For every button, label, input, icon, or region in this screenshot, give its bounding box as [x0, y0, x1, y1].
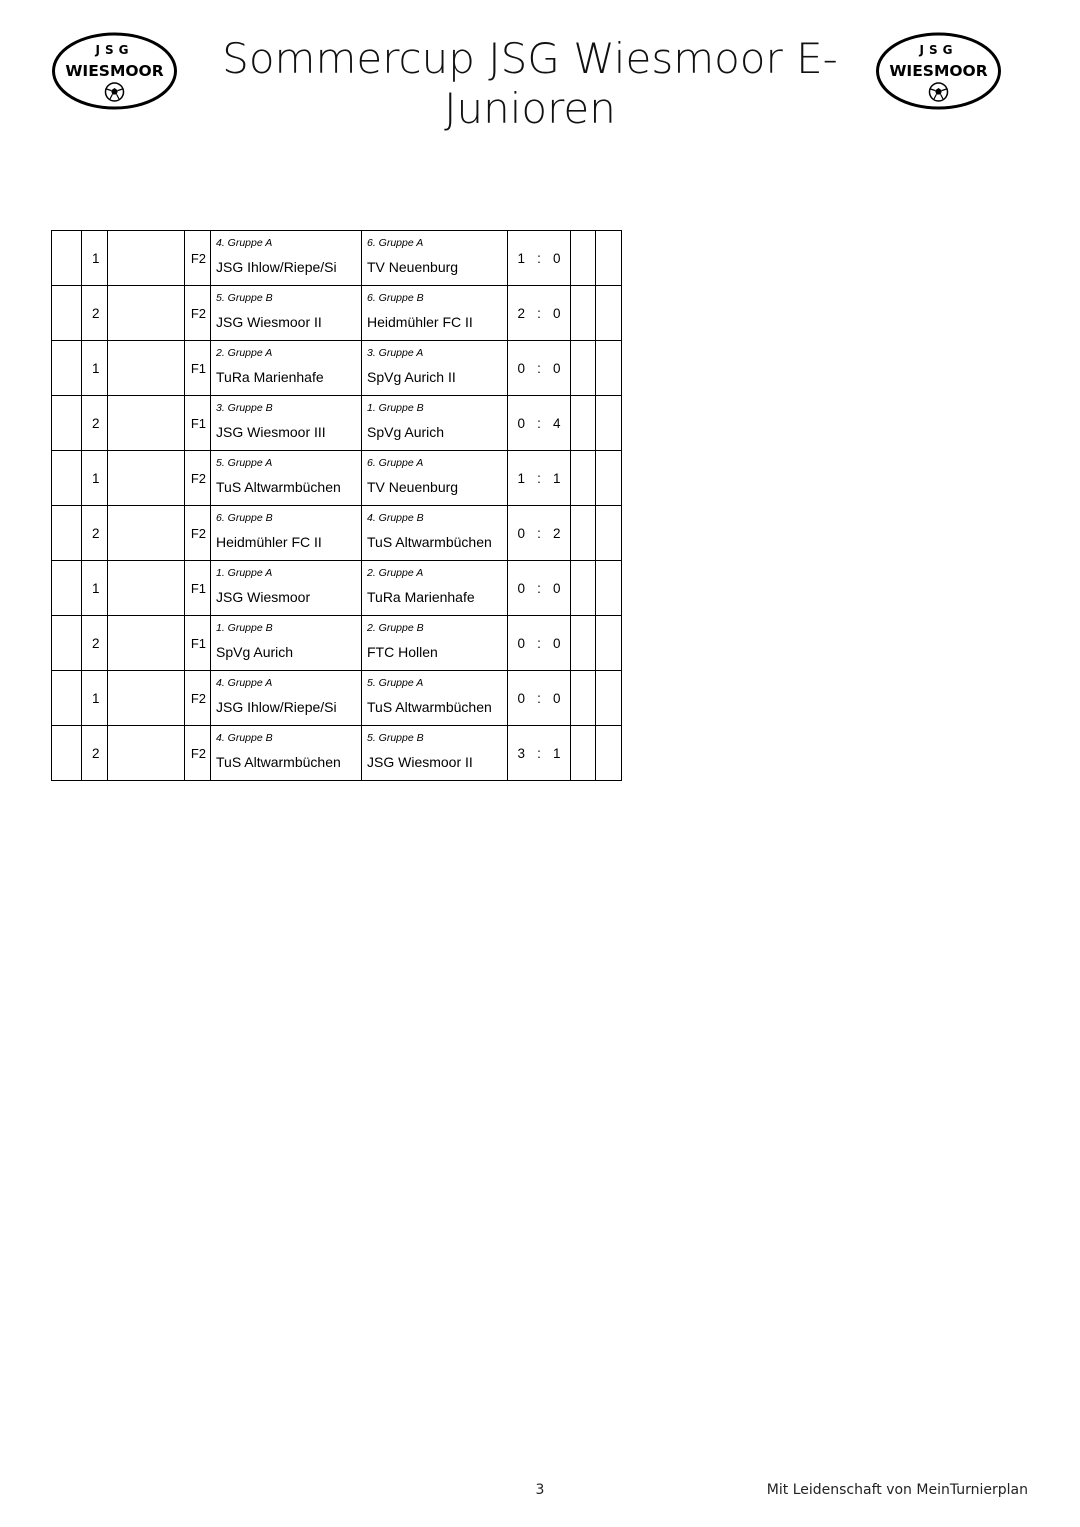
club-logo-right: [875, 31, 1002, 111]
score-home: 0: [517, 415, 525, 431]
score-home: 0: [517, 525, 525, 541]
logo-text-main: WIESMOOR: [65, 62, 164, 80]
round-value: 2: [92, 305, 100, 321]
away-team-name: JSG Wiesmoor II: [367, 754, 473, 770]
home-team-name: JSG Wiesmoor III: [216, 424, 326, 440]
round-cell: [82, 451, 108, 506]
extra-cell: [596, 506, 622, 561]
extra-cell: [596, 726, 622, 781]
home-team-name: TuS Altwarmbüchen: [216, 754, 341, 770]
score-separator: :: [537, 745, 541, 761]
extra-cell: [571, 341, 596, 396]
round-cell: [82, 396, 108, 451]
time-cell: [108, 396, 185, 451]
field-cell: [185, 671, 211, 726]
time-cell: [108, 726, 185, 781]
home-team-cell: [211, 561, 362, 616]
away-team-cell: [362, 286, 508, 341]
score-away: 2: [553, 525, 561, 541]
home-team-name: JSG Wiesmoor: [216, 589, 311, 605]
extra-cell: [571, 561, 596, 616]
home-team-name: TuRa Marienhafe: [216, 369, 324, 385]
home-group-label: 3. Gruppe B: [216, 402, 273, 414]
match-number-cell: [52, 506, 82, 561]
match-number-cell: [52, 231, 82, 286]
away-team-cell: [362, 396, 508, 451]
table-row: [52, 396, 622, 451]
round-cell: [82, 506, 108, 561]
field-cell: [185, 506, 211, 561]
round-cell: [82, 671, 108, 726]
field-value: F2: [190, 250, 206, 266]
score-away: 0: [553, 305, 561, 321]
table-row: [52, 341, 622, 396]
extra-cell: [596, 231, 622, 286]
round-cell: [82, 286, 108, 341]
score-separator: :: [537, 360, 541, 376]
match-number-cell: [52, 451, 82, 506]
field-cell: [185, 616, 211, 671]
extra-cell: [596, 616, 622, 671]
club-logo-left: [51, 31, 178, 111]
home-team-name: Heidmühler FC II: [216, 534, 322, 550]
round-cell: [82, 561, 108, 616]
table-row: [52, 506, 622, 561]
away-group-label: 2. Gruppe A: [367, 567, 424, 579]
score-cell: [508, 671, 571, 726]
club-logo-icon: [51, 31, 178, 111]
away-team-name: TV Neuenburg: [367, 479, 459, 495]
time-cell: [108, 561, 185, 616]
score-cell: [508, 231, 571, 286]
extra-cell: [596, 671, 622, 726]
field-cell: [185, 231, 211, 286]
home-group-label: 5. Gruppe A: [216, 457, 273, 469]
score-away: 0: [553, 360, 561, 376]
score-away: 0: [553, 690, 561, 706]
score-separator: :: [537, 470, 541, 486]
round-cell: [82, 726, 108, 781]
extra-cell: [596, 396, 622, 451]
score-home: 1: [517, 250, 525, 266]
round-value: 1: [92, 580, 100, 596]
round-value: 2: [92, 635, 100, 651]
away-team-cell: [362, 506, 508, 561]
score-cell: [508, 396, 571, 451]
away-group-label: 6. Gruppe A: [367, 237, 424, 249]
round-value: 1: [92, 360, 100, 376]
score-away: 0: [553, 250, 561, 266]
match-number-cell: [52, 286, 82, 341]
time-cell: [108, 616, 185, 671]
away-team-name: SpVg Aurich: [367, 424, 445, 440]
away-team-cell: [362, 451, 508, 506]
extra-cell: [571, 506, 596, 561]
field-value: F1: [190, 415, 206, 431]
home-team-cell: [211, 506, 362, 561]
field-value: F2: [190, 690, 206, 706]
away-team-name: FTC Hollen: [367, 644, 438, 660]
table-row: [52, 231, 622, 286]
logo-text-top: JSG: [919, 43, 958, 57]
away-group-label: 1. Gruppe B: [367, 402, 424, 414]
score-home: 0: [517, 360, 525, 376]
match-number-cell: [52, 616, 82, 671]
round-value: 2: [92, 745, 100, 761]
home-group-label: 1. Gruppe A: [216, 567, 273, 579]
field-value: F2: [190, 470, 206, 486]
away-team-name: TV Neuenburg: [367, 259, 459, 275]
home-team-name: JSG Ihlow/Riepe/Si: [216, 699, 337, 715]
field-cell: [185, 561, 211, 616]
club-logo-icon: [875, 31, 1002, 111]
score-separator: :: [537, 525, 541, 541]
score-cell: [508, 616, 571, 671]
away-team-cell: [362, 231, 508, 286]
home-group-label: 1. Gruppe B: [216, 622, 273, 634]
extra-cell: [596, 286, 622, 341]
time-cell: [108, 341, 185, 396]
score-cell: [508, 506, 571, 561]
home-group-label: 4. Gruppe B: [216, 732, 273, 744]
extra-cell: [596, 561, 622, 616]
field-value: F2: [190, 745, 206, 761]
table-row: [52, 671, 622, 726]
field-value: F1: [190, 360, 206, 376]
away-team-cell: [362, 341, 508, 396]
score-home: 2: [517, 305, 525, 321]
table-row: [52, 726, 622, 781]
round-cell: [82, 231, 108, 286]
score-separator: :: [537, 305, 541, 321]
match-table-body: [52, 231, 622, 781]
extra-cell: [571, 231, 596, 286]
extra-cell: [571, 451, 596, 506]
time-cell: [108, 506, 185, 561]
page-number: 3: [535, 1482, 545, 1498]
score-away: 1: [553, 745, 561, 761]
score-away: 0: [553, 635, 561, 651]
score-home: 0: [517, 635, 525, 651]
round-value: 1: [92, 470, 100, 486]
score-separator: :: [537, 690, 541, 706]
score-separator: :: [537, 415, 541, 431]
away-team-name: TuS Altwarmbüchen: [367, 699, 492, 715]
home-team-cell: [211, 451, 362, 506]
extra-cell: [571, 671, 596, 726]
table-row: [52, 286, 622, 341]
match-number-cell: [52, 726, 82, 781]
time-cell: [108, 286, 185, 341]
time-cell: [108, 671, 185, 726]
match-number-cell: [52, 561, 82, 616]
time-cell: [108, 451, 185, 506]
score-separator: :: [537, 250, 541, 266]
table-row: [52, 561, 622, 616]
score-separator: :: [537, 580, 541, 596]
home-team-cell: [211, 671, 362, 726]
field-value: F1: [190, 580, 206, 596]
field-cell: [185, 451, 211, 506]
home-team-cell: [211, 616, 362, 671]
home-group-label: 2. Gruppe A: [216, 347, 273, 359]
match-number-cell: [52, 671, 82, 726]
extra-cell: [596, 451, 622, 506]
extra-cell: [571, 616, 596, 671]
score-cell: [508, 286, 571, 341]
away-team-name: TuRa Marienhafe: [367, 589, 475, 605]
field-cell: [185, 341, 211, 396]
home-team-name: JSG Ihlow/Riepe/Si: [216, 259, 337, 275]
logo-text-main: WIESMOOR: [889, 62, 988, 80]
away-group-label: 4. Gruppe B: [367, 512, 424, 524]
away-team-name: Heidmühler FC II: [367, 314, 473, 330]
score-home: 1: [517, 470, 525, 486]
score-home: 3: [517, 745, 525, 761]
away-group-label: 3. Gruppe A: [367, 347, 424, 359]
round-cell: [82, 616, 108, 671]
score-home: 0: [517, 580, 525, 596]
logo-text-top: JSG: [95, 43, 134, 57]
round-cell: [82, 341, 108, 396]
field-value: F2: [190, 305, 206, 321]
score-home: 0: [517, 690, 525, 706]
match-number-cell: [52, 341, 82, 396]
home-group-label: 6. Gruppe B: [216, 512, 273, 524]
round-value: 1: [92, 250, 100, 266]
away-team-cell: [362, 616, 508, 671]
extra-cell: [571, 286, 596, 341]
away-group-label: 6. Gruppe B: [367, 292, 424, 304]
home-group-label: 5. Gruppe B: [216, 292, 273, 304]
page-title: Sommercup JSG Wiesmoor E-Junioren: [222, 34, 838, 133]
field-cell: [185, 286, 211, 341]
extra-cell: [571, 726, 596, 781]
home-team-cell: [211, 286, 362, 341]
away-team-cell: [362, 561, 508, 616]
home-team-cell: [211, 396, 362, 451]
score-cell: [508, 451, 571, 506]
home-team-name: TuS Altwarmbüchen: [216, 479, 341, 495]
field-value: F2: [190, 525, 206, 541]
away-team-name: SpVg Aurich II: [367, 369, 456, 385]
table-row: [52, 451, 622, 506]
away-team-cell: [362, 671, 508, 726]
time-cell: [108, 231, 185, 286]
home-group-label: 4. Gruppe A: [216, 237, 273, 249]
away-group-label: 6. Gruppe A: [367, 457, 424, 469]
table-row: [52, 616, 622, 671]
footer-credit: Mit Leidenschaft von MeinTurnierplan: [766, 1482, 1028, 1498]
away-team-name: TuS Altwarmbüchen: [367, 534, 492, 550]
extra-cell: [571, 396, 596, 451]
score-cell: [508, 726, 571, 781]
round-value: 2: [92, 415, 100, 431]
away-group-label: 5. Gruppe A: [367, 677, 424, 689]
field-cell: [185, 726, 211, 781]
home-team-cell: [211, 726, 362, 781]
extra-cell: [596, 341, 622, 396]
home-team-cell: [211, 341, 362, 396]
away-group-label: 2. Gruppe B: [367, 622, 424, 634]
match-schedule-table: [51, 230, 622, 781]
score-cell: [508, 341, 571, 396]
field-value: F1: [190, 635, 206, 651]
round-value: 2: [92, 525, 100, 541]
score-away: 1: [553, 470, 561, 486]
home-team-name: SpVg Aurich: [216, 644, 294, 660]
home-team-name: JSG Wiesmoor II: [216, 314, 322, 330]
match-number-cell: [52, 396, 82, 451]
score-cell: [508, 561, 571, 616]
away-group-label: 5. Gruppe B: [367, 732, 424, 744]
score-away: 0: [553, 580, 561, 596]
score-separator: :: [537, 635, 541, 651]
home-team-cell: [211, 231, 362, 286]
score-away: 4: [553, 415, 561, 431]
field-cell: [185, 396, 211, 451]
round-value: 1: [92, 690, 100, 706]
home-group-label: 4. Gruppe A: [216, 677, 273, 689]
away-team-cell: [362, 726, 508, 781]
